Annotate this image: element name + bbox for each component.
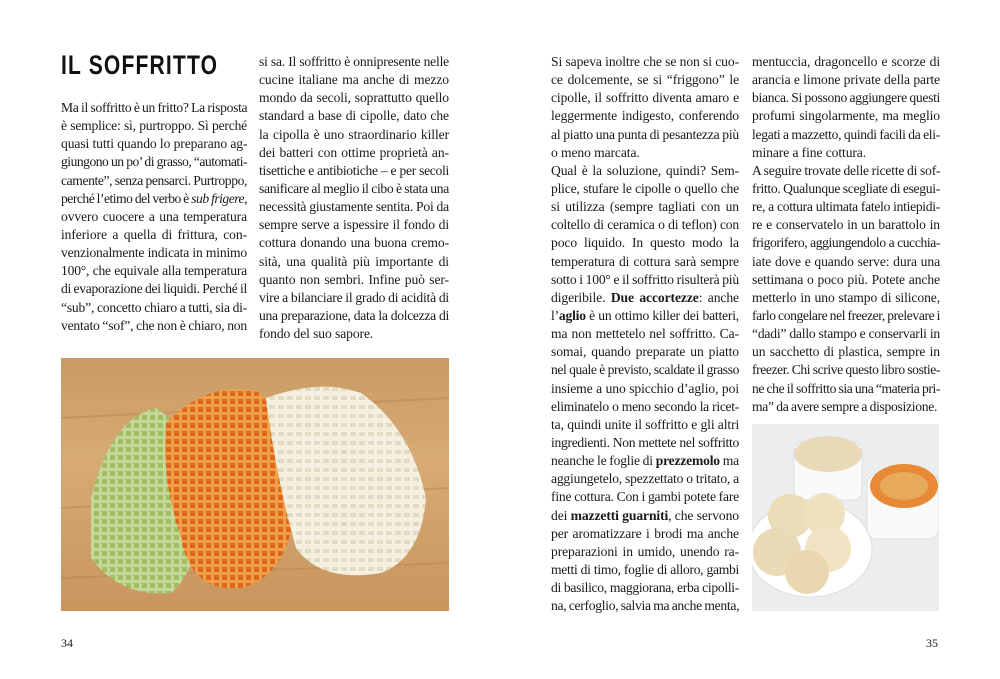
text-line: di evaporazione dei liquidi. Perché il — [61, 281, 247, 297]
text-line: sanificare al meglio il cibo è stata una — [259, 180, 449, 196]
text-line: “sub”, concetto chiaro a tutti, sia di- — [61, 299, 248, 315]
right-page-column-2 — [752, 53, 940, 416]
page-number-left: 34 — [61, 636, 73, 650]
text-line: A seguire trovate delle ricette di sof- — [752, 162, 941, 178]
text-line: somai, quando preparate un piatto — [551, 344, 739, 360]
text-line: farlo congelare nel freezer, prelevare i — [752, 307, 940, 323]
text-line: Qual è la soluzione, quindi? Sem- — [551, 162, 739, 178]
bold-term: prezzemolo — [655, 453, 720, 469]
text-line: sempre serve a ispessire il fondo di — [259, 217, 449, 233]
text-line: sotto i 100° e il soffritto risulterà più — [551, 271, 739, 287]
text-line: plice, stufare le cipolle o quello che — [551, 180, 739, 196]
text-line: temperatura di cottura sarà sempre — [551, 253, 739, 269]
text-line: freezer. Chi scrive questo libro sostie- — [752, 362, 940, 378]
text-line: cipolle, il soffritto diventa amaro e — [551, 90, 739, 106]
text-line: metterlo in uno stampo di silicone, — [752, 289, 940, 305]
italic-term: sub frigere — [191, 190, 245, 206]
text-line: l’aglio è un ottimo killer dei batteri, — [551, 307, 739, 323]
text-line: perché l’etimo del verbo è sub frigere, — [61, 190, 247, 206]
text-line: ingredienti. Non mettete nel soffritto — [551, 434, 739, 450]
bold-term: mazzetti guarniti — [570, 507, 669, 523]
text-line: aggiungetelo, spezzettato o tritato, a — [551, 471, 739, 487]
text-line: di basilico, maggiorana, erba cipolli- — [551, 580, 739, 596]
text-line: ta, quindi unite il soffritto e gli altri — [551, 416, 740, 432]
text-line: mondo da secoli, soprattutto quello — [259, 90, 449, 106]
paragraph — [752, 53, 940, 162]
paragraph — [61, 99, 247, 335]
text-line: sità, una qualità più importante di — [259, 253, 449, 269]
left-page-column-2 — [259, 53, 449, 343]
bold-term: aglio — [558, 307, 586, 323]
text-line: camente”, senza pensarci. Purtroppo, — [61, 172, 247, 188]
text-line: vire a bilanciare il grado di acidità di — [259, 289, 449, 305]
text-line: inferiore a quella di frittura, con- — [61, 226, 247, 242]
text-line: necessità giustamente sentita. Poi da — [259, 199, 449, 215]
left-page-column-1 — [61, 99, 247, 335]
paragraph — [551, 162, 739, 616]
text-line: insieme a uno spicchio d’aglio, poi — [551, 380, 739, 396]
text-line: standard a base di cipolle, dato che — [259, 108, 449, 124]
text-line: ma” da avere sempre a disposizione. — [752, 398, 938, 414]
text-line: iate dove e quando serve: dura una — [752, 253, 940, 269]
text-line: un sacchetto di plastica, sempre in — [752, 344, 940, 360]
text-line: mentuccia, dragoncello e scorze di — [752, 54, 940, 69]
text-line: Si sapeva inoltre che se non si cuo- — [551, 54, 739, 69]
text-line: legati a mazzetto, quindi facili da eli- — [752, 126, 940, 142]
chopped-vegetables-photo — [61, 358, 449, 611]
text-line: ovvero cuocere a una temperatura — [61, 208, 247, 224]
text-line: leggermente indigesto, conferendo — [551, 108, 739, 124]
text-line: o meno marcata. — [551, 144, 640, 160]
text-line: nel quale è previsto, scaldate il grasso — [551, 362, 739, 378]
text-line: preparazioni in umido, unendo ra- — [551, 543, 739, 559]
text-line: ventato “sof”, che non è chiaro, non — [61, 317, 247, 333]
text-line: profumi singolarmente, ma meglio — [752, 108, 940, 124]
text-line: ne che il soffritto sia una “materia pri- — [752, 380, 940, 396]
chapter-title: IL SOFFRITTO — [61, 50, 219, 80]
bold-term: Due accortezze — [610, 289, 699, 305]
text-line: dei batteri con ottime proprietà an- — [259, 144, 449, 160]
text-line: re e conservatelo in un barattolo in — [752, 217, 940, 233]
text-line: fritto. Qualunque scegliate di esegui- — [752, 180, 940, 196]
text-line: venzionalmente indicata in minimo — [61, 245, 247, 261]
text-line: si sa. Il soffritto è onnipresente nelle — [259, 54, 449, 69]
text-line: arancia e limone private della parte — [752, 72, 940, 88]
text-line: al piatto una punta di pesantezza più — [551, 126, 739, 142]
text-line: digeribile. Due accortezze: anche — [551, 289, 739, 305]
text-line: tisettiche e antibiotiche – e per secoli — [259, 162, 449, 178]
text-line: bianca. Si possono aggiungere questi — [752, 90, 941, 106]
text-line: metti di timo, foglie di alloro, gambi — [551, 561, 739, 577]
text-line: frigorifero, aggiungendolo a cucchia- — [752, 235, 940, 251]
text-line: poco liquido. In questo modo la — [551, 235, 739, 251]
text-line: Ma il soffritto è un fritto? La risposta — [61, 100, 248, 115]
text-line: “dadi” dallo stampo e conservarli in — [752, 326, 940, 342]
text-line: neanche le foglie di prezzemolo ma — [551, 453, 739, 469]
text-line: 100°, che equivale alla temperatura — [61, 263, 247, 279]
text-line: è semplice: sì, purtroppo. Sì perché — [61, 118, 247, 134]
text-line: coltello di ceramica o di teflon) con — [551, 217, 739, 233]
right-page-column-1 — [551, 53, 739, 615]
text-line: settimana o poco più. Potete anche — [752, 271, 940, 287]
onion-pile — [266, 387, 426, 576]
page-number-right: 35 — [926, 636, 938, 650]
text-line: la cipolla è uno straordinario killer — [259, 126, 449, 142]
text-line: na, cerfoglio, salvia ma anche menta, — [551, 598, 740, 614]
paragraph — [259, 53, 449, 343]
text-line: una preparazione, data la dolcezza di — [259, 307, 449, 323]
text-line: fine cottura. Con i gambi potete fare — [551, 489, 739, 505]
text-line: cucine italiane ma anche di mezzo — [259, 72, 449, 88]
text-line: eliminatelo o meno secondo la ricet- — [551, 398, 739, 414]
text-line: dei mazzetti guarniti, che servono — [551, 507, 740, 523]
text-line: ma non mettetelo nel soffritto. Ca- — [551, 326, 739, 342]
text-line: minare a fine cottura. — [752, 144, 867, 160]
soffritto-bowls-photo — [752, 424, 939, 611]
text-line: quasi tutti quando lo preparano ag- — [61, 136, 248, 152]
text-line: re, a cottura ultimata fatelo intiepidi- — [752, 199, 940, 215]
text-line: si utilizza (sempre tagliati con un — [551, 199, 739, 215]
text-line: cottura donando una buona cremo- — [259, 235, 449, 251]
text-line: giungono un po’ di grasso, “automati- — [61, 154, 247, 170]
text-line: quanto non sembri. Infine può ser- — [259, 271, 449, 287]
paragraph — [752, 162, 940, 416]
text-line: ce dolcemente, se si “friggono” le — [551, 72, 739, 88]
text-line: per aromatizzare i brodi ma anche — [551, 525, 739, 541]
paragraph — [551, 53, 739, 162]
text-line: fondo del suo sapore. — [259, 326, 374, 342]
